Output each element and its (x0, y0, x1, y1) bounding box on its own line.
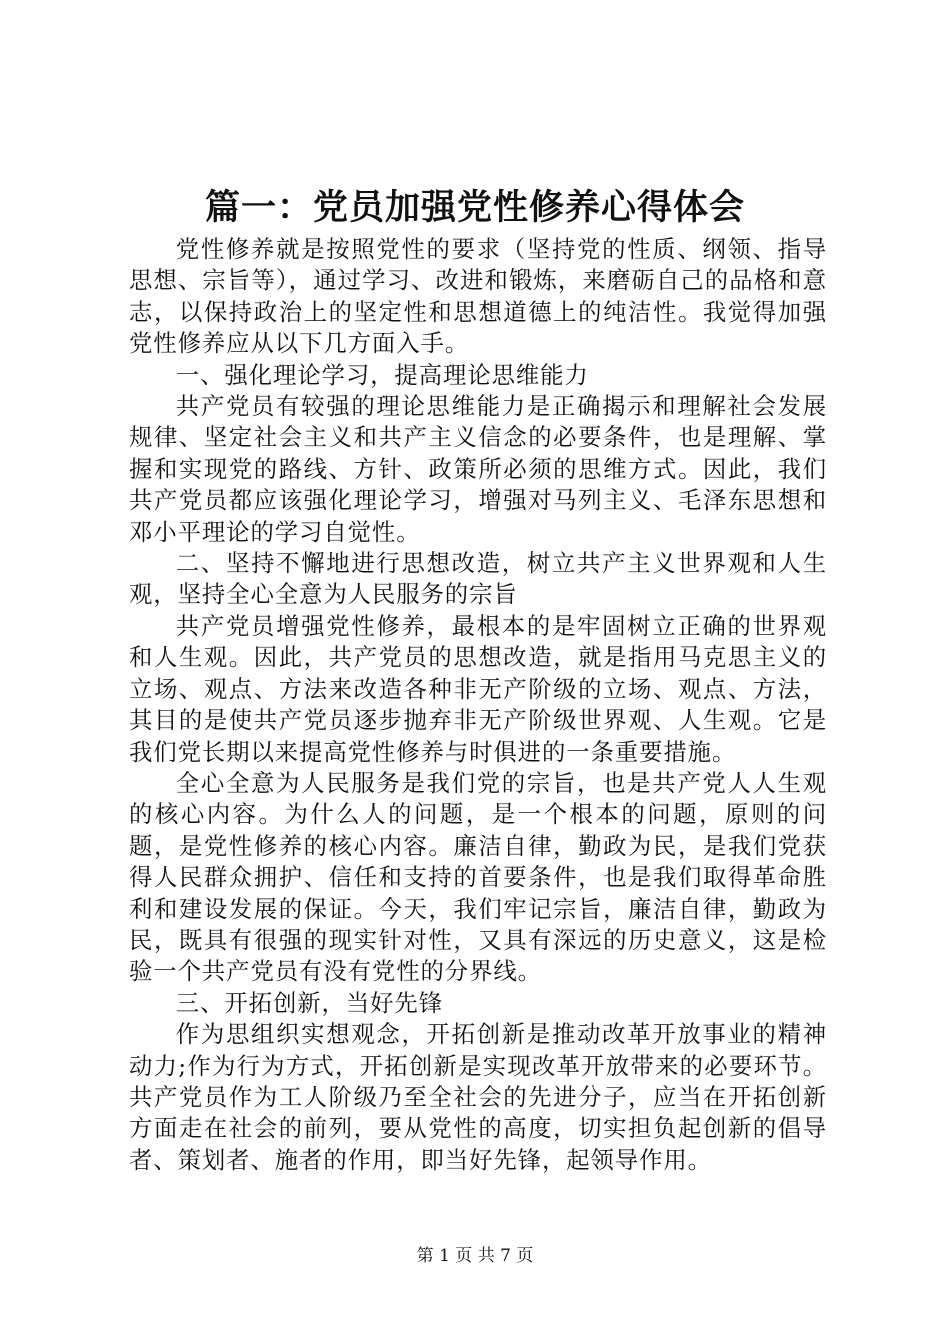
paragraph-innovation: 作为思组织实想观念，开拓创新是推动改革开放事业的精神动力;作为行为方式，开拓创新是实现改革开放带来的必要环节。共产党员作为工人阶级乃至全社会的先进分子，应当在开拓创新方面走在社会的前列，要从党性的高度，切实担负起创新的倡导者、策划者、施者的作用，即当好先锋，起领导作用。 (129, 1020, 827, 1174)
section-heading-2: 二、坚持不懈地进行思想改造，树立共产主义世界观和人生观，坚持全心全意为人民服务的宗旨 (129, 549, 827, 609)
paragraph-theory: 共产党员有较强的理论思维能力是正确揭示和理解社会发展规律、坚定社会主义和共产主义信念的必要条件，也是理解、掌握和实现党的路线、方针、政策所必须的思维方式。因此，我们共产党员都应该强化理论学习，增强对马列主义、毛泽东思想和邓小平理论的学习自觉性。 (129, 392, 827, 546)
page-number-footer: 第 1 页 共 7 页 (416, 1246, 534, 1266)
paragraph-worldview: 共产党员增强党性修养，最根本的是牢固树立正确的世界观和人生观。因此，共产党员的思想改造，就是指用马克思主义的立场、观点、方法来改造各种非无产阶级的立场、观点、方法，其目的是使共产党员逐步抛弃非无产阶级世界观、人生观。它是我们党长期以来提高党性修养与时俱进的一条重要措施。 (129, 611, 827, 766)
document-title: 篇一：党员加强党性修养心得体会 (204, 188, 745, 228)
section-heading-1: 一、强化理论学习，提高理论思维能力 (175, 360, 589, 389)
paragraph-serve-people: 全心全意为人民服务是我们党的宗旨，也是共产党人人生观的核心内容。为什么人的问题，是一个根本的问题，原则的问题，是党性修养的核心内容。廉洁自律，勤政为民，是我们党获得人民群众拥护、信任和支持的首要条件，也是我们取得革命胜利和建设发展的保证。今天，我们牢记宗旨，廉洁自律，勤政为民，既具有很强的现实针对性，又具有深远的历史意义，这是检验一个共产党员有没有党性的分界线。 (129, 768, 827, 986)
document-body (129, 234, 827, 1176)
section-heading-3: 三、开拓创新，当好先锋 (175, 988, 443, 1017)
paragraph-intro: 党性修养就是按照党性的要求（坚持党的性质、纲领、指导思想、宗旨等），通过学习、改进和锻炼，来磨砺自己的品格和意志，以保持政治上的坚定性和思想道德上的纯洁性。我觉得加强党性修养应从以下几方面入手。 (129, 235, 827, 358)
